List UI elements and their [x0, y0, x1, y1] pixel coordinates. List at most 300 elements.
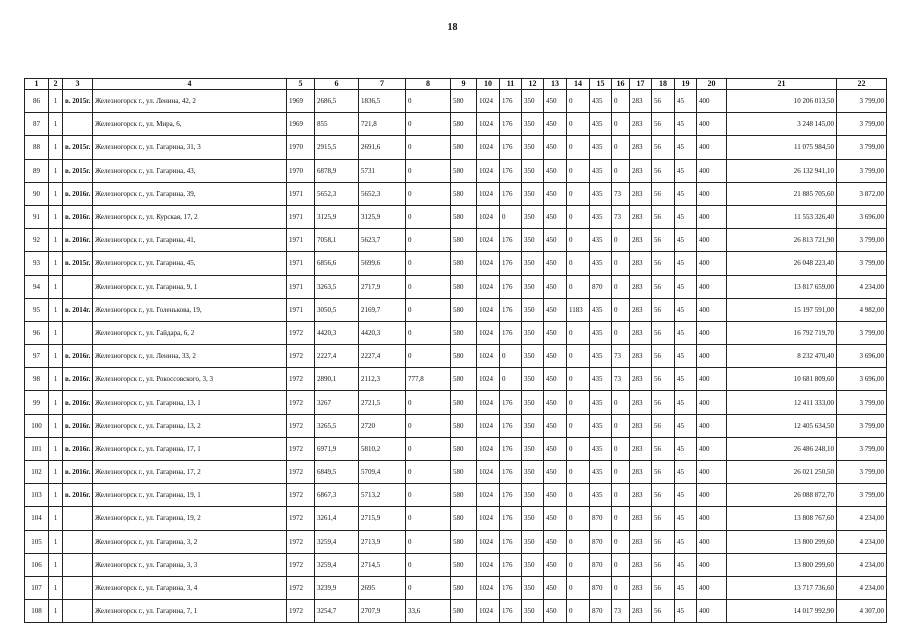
cell-total-area: 3267	[315, 391, 359, 414]
cell-overhaul-plan	[63, 113, 93, 136]
cell-rate-12: 350	[522, 159, 544, 182]
cell-rate-11: 176	[500, 484, 522, 507]
cell-rate-12: 350	[522, 113, 544, 136]
cell-count: 1	[49, 252, 63, 275]
cell-rate-10: 1024	[477, 252, 500, 275]
cell-cost-per-sqm: 3 799,00	[837, 321, 887, 344]
table-row	[25, 530, 887, 553]
cell-total-cost: 26 813 721,90	[727, 229, 837, 252]
cell-cost-per-sqm: 4 234,00	[837, 553, 887, 576]
cell-total-area: 5652,3	[315, 182, 359, 205]
cell-rate-20: 400	[697, 391, 727, 414]
cell-overhaul-plan: в. 2015г.	[63, 90, 93, 113]
cell-nonresidential-area: 0	[406, 113, 451, 136]
cell-cost-per-sqm: 3 696,00	[837, 368, 887, 391]
cell-rate-14: 0	[567, 414, 590, 437]
cell-rate-20: 400	[697, 298, 727, 321]
table-row	[25, 391, 887, 414]
cell-rate-17: 283	[630, 345, 652, 368]
cell-rate-15: 435	[590, 159, 612, 182]
cell-row-number: 93	[25, 252, 49, 275]
cell-row-number: 86	[25, 90, 49, 113]
cell-rate-9: 580	[451, 553, 477, 576]
cell-nonresidential-area: 0	[406, 182, 451, 205]
cell-total-cost: 15 197 591,00	[727, 298, 837, 321]
cell-count: 1	[49, 229, 63, 252]
cell-rate-9: 580	[451, 391, 477, 414]
cell-count: 1	[49, 159, 63, 182]
cell-address: Железногорск г., ул. Гагарина, 19, 2	[93, 507, 287, 530]
cell-rate-11: 176	[500, 391, 522, 414]
cell-rate-20: 400	[697, 437, 727, 460]
table-body	[25, 90, 887, 623]
cell-rate-20: 400	[697, 321, 727, 344]
cell-rate-13: 450	[544, 205, 567, 228]
cell-rate-15: 435	[590, 252, 612, 275]
cell-rate-17: 283	[630, 229, 652, 252]
cell-rate-10: 1024	[477, 90, 500, 113]
cell-rate-14: 0	[567, 461, 590, 484]
cell-year-built: 1971	[287, 205, 315, 228]
cell-overhaul-plan: в. 2015г.	[63, 252, 93, 275]
cell-year-built: 1972	[287, 391, 315, 414]
cell-rate-14: 0	[567, 275, 590, 298]
cell-total-area: 3050,5	[315, 298, 359, 321]
cell-rate-19: 45	[675, 345, 697, 368]
cell-rate-9: 580	[451, 461, 477, 484]
cell-rate-19: 45	[675, 391, 697, 414]
cell-rate-18: 56	[652, 90, 675, 113]
cell-rate-10: 1024	[477, 576, 500, 599]
cell-nonresidential-area: 0	[406, 205, 451, 228]
column-header-3: 3	[63, 79, 93, 90]
cell-address: Железногорск г., ул. Гагарина, 3, 3	[93, 553, 287, 576]
cell-rate-18: 56	[652, 414, 675, 437]
cell-count: 1	[49, 345, 63, 368]
cell-total-cost: 12 405 634,50	[727, 414, 837, 437]
table-row	[25, 368, 887, 391]
cell-address: Железногорск г., ул. Гагарина, 3, 4	[93, 576, 287, 599]
column-header-21: 21	[727, 79, 837, 90]
cell-year-built: 1970	[287, 136, 315, 159]
column-header-10: 10	[477, 79, 500, 90]
cell-total-cost: 10 681 809,60	[727, 368, 837, 391]
cell-total-cost: 12 411 333,00	[727, 391, 837, 414]
cell-rate-12: 350	[522, 600, 544, 623]
cell-rate-15: 435	[590, 345, 612, 368]
cell-nonresidential-area: 0	[406, 321, 451, 344]
cell-rate-19: 45	[675, 205, 697, 228]
cell-rate-11: 176	[500, 113, 522, 136]
cell-rate-18: 56	[652, 252, 675, 275]
cell-year-built: 1972	[287, 345, 315, 368]
table-row	[25, 437, 887, 460]
cell-rate-12: 350	[522, 298, 544, 321]
cell-year-built: 1972	[287, 461, 315, 484]
cell-count: 1	[49, 136, 63, 159]
cell-rate-19: 45	[675, 553, 697, 576]
cell-overhaul-plan: в. 2016г.	[63, 437, 93, 460]
column-header-20: 20	[697, 79, 727, 90]
cell-cost-per-sqm: 3 799,00	[837, 252, 887, 275]
cell-rate-15: 870	[590, 576, 612, 599]
cell-rate-10: 1024	[477, 321, 500, 344]
cell-rate-16: 0	[612, 113, 630, 136]
cell-rate-14: 0	[567, 345, 590, 368]
cell-count: 1	[49, 600, 63, 623]
cell-rate-15: 435	[590, 205, 612, 228]
cell-total-area: 3239,9	[315, 576, 359, 599]
cell-total-area: 4420,3	[315, 321, 359, 344]
cell-rate-9: 580	[451, 90, 477, 113]
cell-rate-15: 870	[590, 600, 612, 623]
cell-rate-13: 450	[544, 461, 567, 484]
cell-rate-10: 1024	[477, 275, 500, 298]
cell-rate-18: 56	[652, 368, 675, 391]
cell-rate-18: 56	[652, 229, 675, 252]
column-header-14: 14	[567, 79, 590, 90]
cell-rate-17: 283	[630, 113, 652, 136]
table-row	[25, 461, 887, 484]
cell-rate-19: 45	[675, 159, 697, 182]
cell-total-area: 6856,6	[315, 252, 359, 275]
cell-rate-16: 0	[612, 252, 630, 275]
table-row	[25, 414, 887, 437]
cell-rate-17: 283	[630, 205, 652, 228]
column-header-8: 8	[406, 79, 451, 90]
cell-rate-9: 580	[451, 229, 477, 252]
cell-total-cost: 26 088 872,70	[727, 484, 837, 507]
cell-total-area: 3263,5	[315, 275, 359, 298]
cell-rate-16: 0	[612, 414, 630, 437]
cell-rate-11: 176	[500, 252, 522, 275]
cell-rate-11: 176	[500, 414, 522, 437]
cell-rate-9: 580	[451, 298, 477, 321]
cell-cost-per-sqm: 3 799,00	[837, 90, 887, 113]
cell-rate-19: 45	[675, 600, 697, 623]
cell-rate-13: 450	[544, 136, 567, 159]
cell-cost-per-sqm: 4 234,00	[837, 530, 887, 553]
cell-count: 1	[49, 368, 63, 391]
cell-address: Железногорск г., ул. Гагарина, 3, 2	[93, 530, 287, 553]
cell-overhaul-plan: в. 2016г.	[63, 368, 93, 391]
cell-rate-14: 0	[567, 229, 590, 252]
cell-rate-13: 450	[544, 321, 567, 344]
cell-rate-11: 0	[500, 205, 522, 228]
cell-rate-15: 435	[590, 113, 612, 136]
cell-rate-19: 45	[675, 368, 697, 391]
cell-rate-18: 56	[652, 136, 675, 159]
cell-year-built: 1972	[287, 600, 315, 623]
cell-nonresidential-area: 777,8	[406, 368, 451, 391]
cell-rate-12: 350	[522, 321, 544, 344]
cell-rate-10: 1024	[477, 484, 500, 507]
cell-overhaul-plan: в. 2015г.	[63, 159, 93, 182]
cell-row-number: 108	[25, 600, 49, 623]
cell-row-number: 100	[25, 414, 49, 437]
cell-rate-17: 283	[630, 484, 652, 507]
table-row	[25, 205, 887, 228]
column-header-18: 18	[652, 79, 675, 90]
cell-rate-17: 283	[630, 507, 652, 530]
cell-nonresidential-area: 0	[406, 275, 451, 298]
cell-count: 1	[49, 391, 63, 414]
cell-year-built: 1972	[287, 414, 315, 437]
cell-row-number: 107	[25, 576, 49, 599]
cell-rate-20: 400	[697, 414, 727, 437]
cell-rate-10: 1024	[477, 159, 500, 182]
cell-rate-10: 1024	[477, 182, 500, 205]
cell-year-built: 1972	[287, 576, 315, 599]
cell-cost-per-sqm: 4 234,00	[837, 576, 887, 599]
cell-nonresidential-area: 0	[406, 414, 451, 437]
table-row	[25, 275, 887, 298]
cell-rate-11: 176	[500, 182, 522, 205]
cell-rate-20: 400	[697, 553, 727, 576]
cell-rate-18: 56	[652, 113, 675, 136]
cell-rate-9: 580	[451, 136, 477, 159]
cell-rate-17: 283	[630, 298, 652, 321]
cell-rate-12: 350	[522, 414, 544, 437]
cell-rate-13: 450	[544, 507, 567, 530]
cell-rate-9: 580	[451, 345, 477, 368]
cell-rate-13: 450	[544, 90, 567, 113]
table-row	[25, 182, 887, 205]
cell-rate-19: 45	[675, 576, 697, 599]
cell-living-area: 4420,3	[359, 321, 406, 344]
cell-living-area: 5713,2	[359, 484, 406, 507]
table-row	[25, 113, 887, 136]
cell-nonresidential-area: 0	[406, 484, 451, 507]
cell-rate-11: 176	[500, 275, 522, 298]
cell-rate-16: 0	[612, 576, 630, 599]
cell-total-cost: 26 132 941,10	[727, 159, 837, 182]
cell-living-area: 1836,5	[359, 90, 406, 113]
cell-overhaul-plan	[63, 507, 93, 530]
cell-rate-9: 580	[451, 205, 477, 228]
cell-living-area: 5810,2	[359, 437, 406, 460]
cell-rate-14: 0	[567, 205, 590, 228]
cell-rate-15: 435	[590, 414, 612, 437]
cell-rate-19: 45	[675, 90, 697, 113]
cell-rate-14: 0	[567, 321, 590, 344]
cell-overhaul-plan: в. 2016г.	[63, 391, 93, 414]
cell-count: 1	[49, 437, 63, 460]
cell-rate-13: 450	[544, 600, 567, 623]
column-header-7: 7	[359, 79, 406, 90]
cell-rate-16: 0	[612, 275, 630, 298]
cell-year-built: 1972	[287, 321, 315, 344]
cell-rate-11: 0	[500, 368, 522, 391]
cell-rate-9: 580	[451, 182, 477, 205]
cell-row-number: 94	[25, 275, 49, 298]
cell-rate-19: 45	[675, 252, 697, 275]
cell-rate-16: 0	[612, 391, 630, 414]
cell-rate-16: 0	[612, 507, 630, 530]
cell-year-built: 1971	[287, 229, 315, 252]
cell-address: Железногорск г., ул. Гагарина, 17, 1	[93, 437, 287, 460]
cell-rate-15: 435	[590, 321, 612, 344]
cell-rate-17: 283	[630, 90, 652, 113]
cell-living-area: 2112,3	[359, 368, 406, 391]
cell-rate-11: 176	[500, 437, 522, 460]
cell-rate-15: 870	[590, 507, 612, 530]
table-row	[25, 600, 887, 623]
cell-rate-13: 450	[544, 484, 567, 507]
cell-overhaul-plan	[63, 553, 93, 576]
table-row	[25, 321, 887, 344]
cell-address: Железногорск г., ул. Гагарина, 31, 3	[93, 136, 287, 159]
cell-rate-17: 283	[630, 530, 652, 553]
cell-overhaul-plan: в. 2016г.	[63, 414, 93, 437]
cell-rate-17: 283	[630, 600, 652, 623]
cell-rate-11: 176	[500, 576, 522, 599]
cell-rate-10: 1024	[477, 368, 500, 391]
cell-rate-14: 0	[567, 368, 590, 391]
cell-cost-per-sqm: 4 982,00	[837, 298, 887, 321]
cell-rate-20: 400	[697, 576, 727, 599]
cell-rate-20: 400	[697, 507, 727, 530]
cell-overhaul-plan: в. 2015г.	[63, 136, 93, 159]
cell-rate-20: 400	[697, 345, 727, 368]
cell-rate-10: 1024	[477, 345, 500, 368]
cell-cost-per-sqm: 4 307,00	[837, 600, 887, 623]
cell-rate-16: 73	[612, 205, 630, 228]
cell-nonresidential-area: 0	[406, 90, 451, 113]
cell-rate-19: 45	[675, 113, 697, 136]
cell-rate-9: 580	[451, 321, 477, 344]
cell-rate-14: 0	[567, 252, 590, 275]
cell-row-number: 102	[25, 461, 49, 484]
cell-overhaul-plan: в. 2016г.	[63, 182, 93, 205]
cell-row-number: 90	[25, 182, 49, 205]
cell-living-area: 5623,7	[359, 229, 406, 252]
cell-rate-17: 283	[630, 136, 652, 159]
cell-overhaul-plan	[63, 321, 93, 344]
cell-rate-12: 350	[522, 530, 544, 553]
cell-living-area: 2715,9	[359, 507, 406, 530]
cell-rate-19: 45	[675, 229, 697, 252]
cell-rate-17: 283	[630, 437, 652, 460]
cell-cost-per-sqm: 3 799,00	[837, 229, 887, 252]
cell-rate-11: 176	[500, 461, 522, 484]
cell-rate-18: 56	[652, 159, 675, 182]
cell-rate-13: 450	[544, 368, 567, 391]
cell-cost-per-sqm: 3 799,00	[837, 159, 887, 182]
cell-rate-13: 450	[544, 437, 567, 460]
cell-cost-per-sqm: 3 799,00	[837, 136, 887, 159]
cell-rate-10: 1024	[477, 600, 500, 623]
cell-rate-15: 435	[590, 437, 612, 460]
cell-living-area: 2707,9	[359, 600, 406, 623]
cell-rate-12: 350	[522, 484, 544, 507]
cell-total-area: 3265,5	[315, 414, 359, 437]
column-header-16: 16	[612, 79, 630, 90]
column-header-15: 15	[590, 79, 612, 90]
cell-count: 1	[49, 530, 63, 553]
cell-living-area: 2720	[359, 414, 406, 437]
cell-rate-19: 45	[675, 437, 697, 460]
cell-rate-17: 283	[630, 391, 652, 414]
cell-total-cost: 11 553 326,40	[727, 205, 837, 228]
cell-year-built: 1971	[287, 275, 315, 298]
cell-rate-20: 400	[697, 461, 727, 484]
cell-cost-per-sqm: 3 799,00	[837, 113, 887, 136]
cell-count: 1	[49, 576, 63, 599]
cell-rate-14: 0	[567, 113, 590, 136]
cell-row-number: 106	[25, 553, 49, 576]
cell-nonresidential-area: 0	[406, 530, 451, 553]
cell-rate-19: 45	[675, 275, 697, 298]
cell-rate-19: 45	[675, 414, 697, 437]
cell-rate-9: 580	[451, 484, 477, 507]
cell-rate-17: 283	[630, 461, 652, 484]
cell-rate-14: 0	[567, 600, 590, 623]
cell-living-area: 2714,5	[359, 553, 406, 576]
table-row	[25, 484, 887, 507]
cell-rate-13: 450	[544, 576, 567, 599]
table-row	[25, 136, 887, 159]
cell-address: Железногорск г., ул. Гагарина, 13, 2	[93, 414, 287, 437]
cell-rate-15: 870	[590, 530, 612, 553]
cell-year-built: 1969	[287, 90, 315, 113]
cell-rate-17: 283	[630, 576, 652, 599]
cell-rate-10: 1024	[477, 461, 500, 484]
cell-rate-15: 870	[590, 553, 612, 576]
table-row	[25, 252, 887, 275]
column-header-13: 13	[544, 79, 567, 90]
cell-row-number: 88	[25, 136, 49, 159]
column-header-11: 11	[500, 79, 522, 90]
cell-rate-19: 45	[675, 182, 697, 205]
cell-overhaul-plan: в. 2016г.	[63, 345, 93, 368]
cell-rate-18: 56	[652, 182, 675, 205]
cell-living-area: 2691,6	[359, 136, 406, 159]
table-row	[25, 507, 887, 530]
page-number: 18	[447, 22, 458, 33]
cell-rate-18: 56	[652, 321, 675, 344]
column-header-17: 17	[630, 79, 652, 90]
cell-nonresidential-area: 0	[406, 159, 451, 182]
cell-count: 1	[49, 298, 63, 321]
housing-register-table	[24, 78, 887, 623]
cell-year-built: 1970	[287, 159, 315, 182]
cell-nonresidential-area: 0	[406, 576, 451, 599]
cell-rate-15: 435	[590, 368, 612, 391]
cell-rate-20: 400	[697, 275, 727, 298]
cell-row-number: 89	[25, 159, 49, 182]
cell-rate-9: 580	[451, 576, 477, 599]
cell-rate-18: 56	[652, 553, 675, 576]
cell-rate-10: 1024	[477, 205, 500, 228]
cell-cost-per-sqm: 3 799,00	[837, 391, 887, 414]
cell-total-area: 6849,5	[315, 461, 359, 484]
cell-total-cost: 11 075 984,50	[727, 136, 837, 159]
cell-rate-16: 0	[612, 229, 630, 252]
cell-year-built: 1971	[287, 182, 315, 205]
cell-total-cost: 13 717 736,60	[727, 576, 837, 599]
column-header-22: 22	[837, 79, 887, 90]
cell-cost-per-sqm: 4 234,00	[837, 507, 887, 530]
cell-rate-15: 435	[590, 461, 612, 484]
cell-living-area: 2227,4	[359, 345, 406, 368]
cell-rate-14: 0	[567, 136, 590, 159]
cell-year-built: 1972	[287, 437, 315, 460]
cell-rate-20: 400	[697, 182, 727, 205]
cell-count: 1	[49, 484, 63, 507]
column-header-2: 2	[49, 79, 63, 90]
cell-rate-12: 350	[522, 275, 544, 298]
